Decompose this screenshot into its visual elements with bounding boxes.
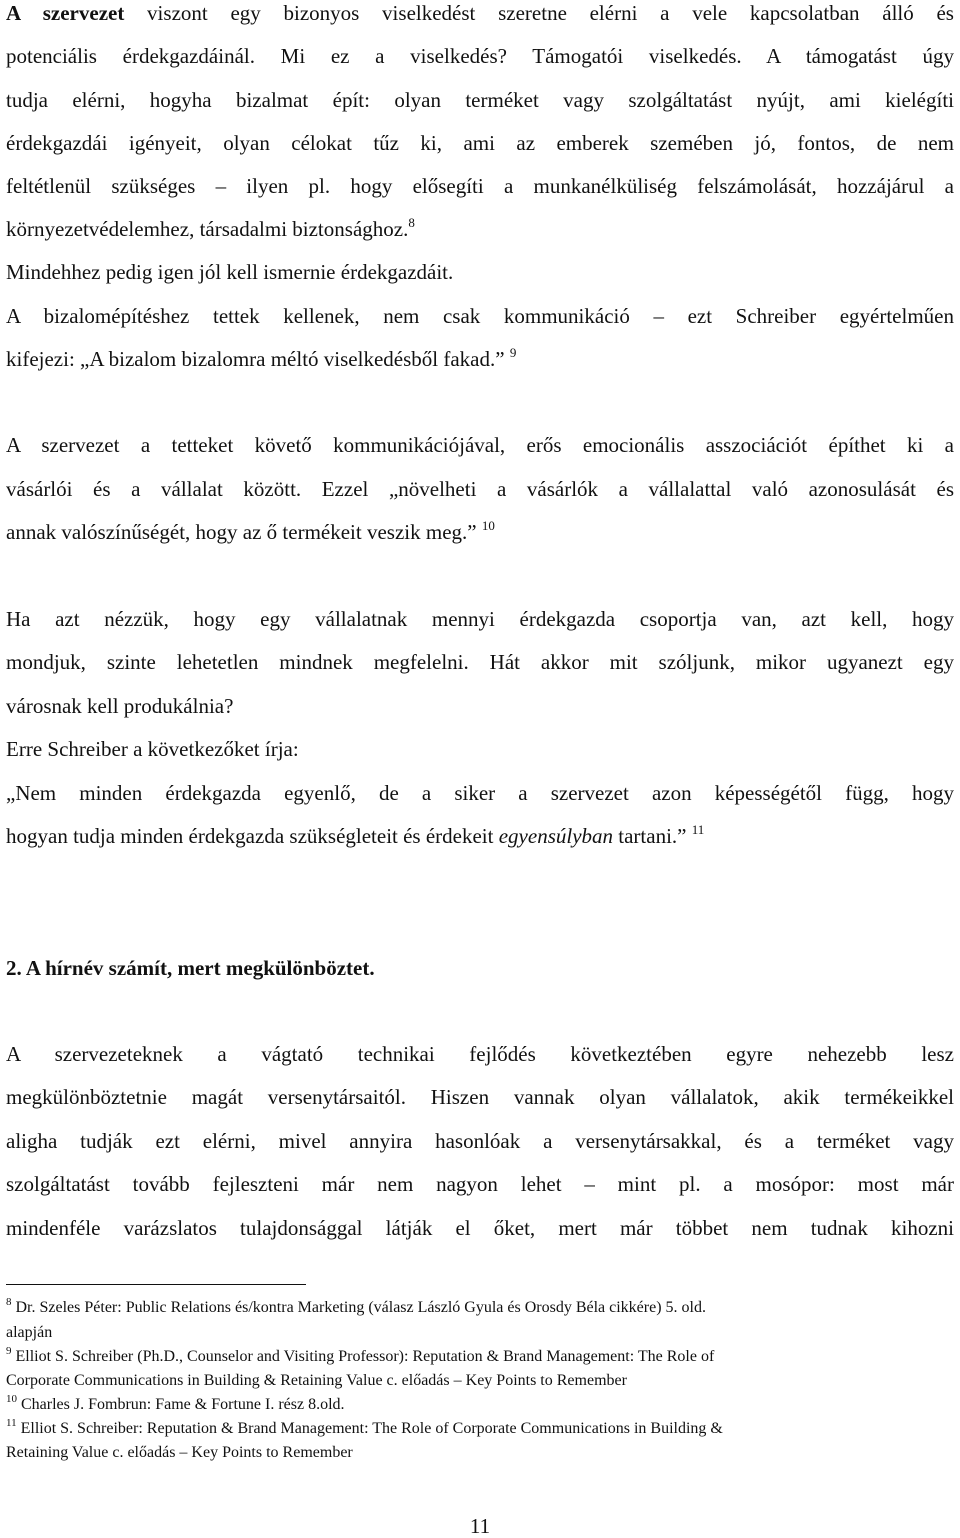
- footnote-number: 8: [6, 1296, 12, 1308]
- body-line: tudja elérni, hogyha bizalmat épít: olyan terméket vagy szolgáltatást nyújt, ami kielégíti: [6, 88, 954, 112]
- footnote-text: Elliot S. Schreiber (Ph.D., Counselor and Visiting Professor): Reputation & Brand Management: The Role of: [11, 1348, 715, 1365]
- body-line: szolgáltatást tovább fejleszteni már nem nagyon lehet – mint pl. a mosópor: most már: [6, 1172, 954, 1196]
- quote-line: „Nem minden érdekgazda egyenlő, de a siker a szervezet azon képességétől függ, hogy: [6, 781, 954, 805]
- footnote-ref-9[interactable]: 9: [509, 345, 517, 360]
- footnote-ref-10[interactable]: 10: [481, 518, 495, 533]
- footnote-separator: [6, 1284, 306, 1285]
- body-line: A szervezeteknek a vágtató technikai fejlődés következtében egyre nehezebb lesz: [6, 1042, 954, 1066]
- body-line: potenciális érdekgazdáinál. Mi ez a viselkedés? Támogatói viselkedés. A támogatást úgy: [6, 44, 954, 68]
- body-line: feltétlenül szükséges – ilyen pl. hogy elősegíti a munkanélküliség felszámolását, hozzájárul a: [6, 174, 954, 198]
- body-line: megkülönböztetnie magát versenytársaitól. Hiszen vannak olyan vállalatok, akik termékeikkel: [6, 1085, 954, 1109]
- italic-text: egyensúlyban: [498, 824, 614, 848]
- body-line: városnak kell produkálnia?: [6, 694, 234, 718]
- body-line: [6, 347, 954, 371]
- footnote-text: Dr. Szeles Péter: Public Relations és/kontra Marketing (válasz László Gyula és Orosdy Béla cikkére) 5. old.: [11, 1299, 706, 1316]
- body-line: vásárlói és a vállalat között. Ezzel „növelheti a vásárlók a vállalattal való azonosulását és: [6, 477, 954, 501]
- quote-line: [6, 824, 954, 848]
- emphasis-text: A szervezet: [6, 1, 125, 25]
- body-line: érdekgazdái igényeit, olyan célokat tűz ki, ami az emberek szemében jó, fontos, de nem: [6, 131, 954, 155]
- footnote-number: 9: [6, 1345, 12, 1357]
- page-number: 11: [469, 1514, 491, 1538]
- body-line: [6, 217, 954, 241]
- footnote-number: 10: [6, 1393, 17, 1405]
- quote-text: kifejezi: „A bizalom bizalomra méltó viselkedésből fakad.”: [6, 347, 505, 371]
- footnote-11-cont: Retaining Value c. előadás – Key Points to Remember: [6, 1444, 353, 1461]
- section-heading: 2. A hírnév számít, mert megkülönböztet.: [6, 956, 375, 980]
- footnote-9-cont: Corporate Communications in Building & Retaining Value c. előadás – Key Points to Remember: [6, 1372, 627, 1389]
- footnote-8-cont: alapján: [6, 1324, 53, 1341]
- footnote-text: Elliot S. Schreiber: Reputation & Brand Management: The Role of Corporate Communications in Building &: [16, 1420, 723, 1437]
- footnote-ref-11[interactable]: 11: [691, 822, 705, 837]
- body-line: aligha tudják ezt elérni, mivel annyira hasonlóak a versenytársakkal, és a terméket vagy: [6, 1129, 954, 1153]
- footnote-8: [6, 1297, 954, 1319]
- footnote-11: [6, 1418, 954, 1440]
- body-line: mondjuk, szinte lehetetlen mindnek megfelelni. Hát akkor mit szóljunk, mikor ugyanezt egy: [6, 650, 954, 674]
- body-line: A bizalomépítéshez tettek kellenek, nem csak kommunikáció – ezt Schreiber egyértelműen: [6, 304, 954, 328]
- quote-text: annak valószínűségét, hogy az ő termékeit veszik meg.”: [6, 520, 477, 544]
- body-text: viszont egy bizonyos viselkedést szeretne elérni a vele kapcsolatban álló és: [124, 1, 954, 25]
- footnote-number: 11: [6, 1417, 17, 1429]
- body-line: mindenféle varázslatos tulajdonsággal látják el őket, mert már többet nem tudnak kihozni: [6, 1216, 954, 1240]
- footnote-text: Charles J. Fombrun: Fame & Fortune I. rész 8.old.: [17, 1396, 345, 1413]
- footnote-ref-8[interactable]: 8: [408, 215, 415, 230]
- body-line: [6, 520, 954, 544]
- body-line: Erre Schreiber a következőket írja:: [6, 737, 299, 761]
- body-line: Mindehhez pedig igen jól kell ismernie érdekgazdáit.: [6, 260, 454, 284]
- body-line: Ha azt nézzük, hogy egy vállalatnak mennyi érdekgazda csoportja van, azt kell, hogy: [6, 607, 954, 631]
- body-line: A szervezet a tetteket követő kommunikációjával, erős emocionális asszociációt építhet ki a: [6, 433, 954, 457]
- footnote-10: [6, 1394, 954, 1416]
- body-text: környezetvédelemhez, társadalmi biztonsághoz.: [6, 217, 409, 241]
- quote-text: tartani.”: [613, 824, 687, 848]
- body-line: [6, 1, 954, 25]
- quote-text: hogyan tudja minden érdekgazda szükségleteit és érdekeit: [6, 824, 499, 848]
- footnote-9: [6, 1346, 954, 1368]
